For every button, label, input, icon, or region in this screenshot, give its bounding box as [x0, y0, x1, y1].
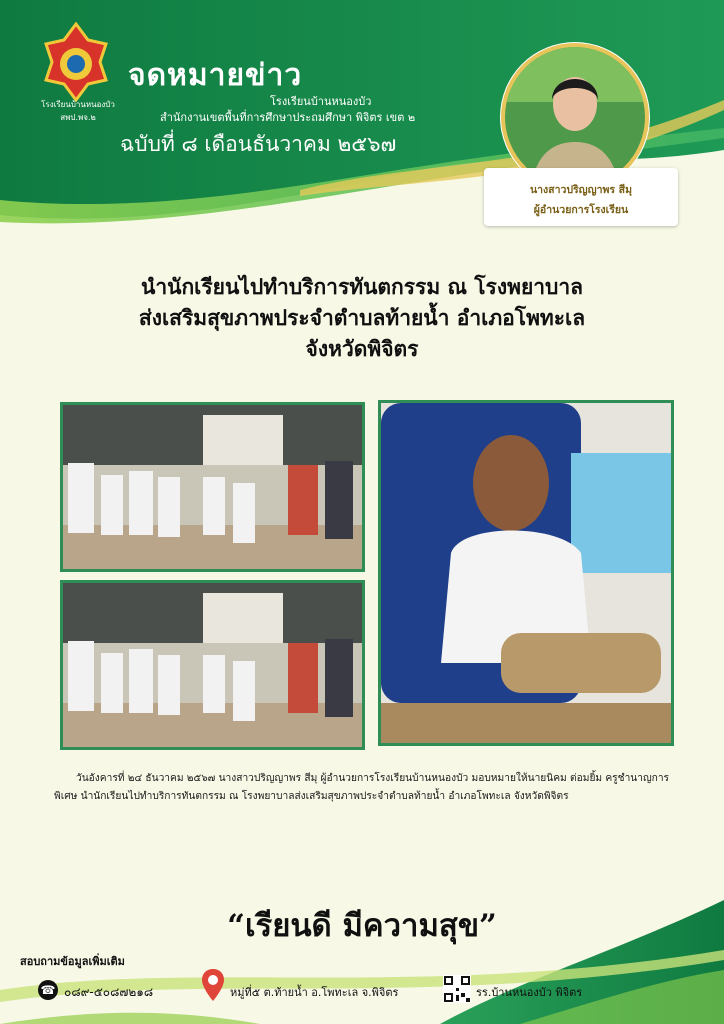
headline-line-2: ส่งเสริมสุขภาพประจำตำบลท้ายน้ำ อำเภอโพทะเล: [138, 306, 586, 330]
slogan: “เรียนดี มีความสุข”: [227, 908, 497, 944]
student-photo: [378, 400, 674, 746]
school-name: โรงเรียนบ้านหนองบัว: [270, 95, 372, 108]
group-photo-2: [60, 580, 365, 750]
issue-label: ฉบับที่ ๘ เดือนธันวาคม ๒๕๖๗: [120, 132, 397, 156]
facebook-page: รร.บ้านหนองบัว พิจิตร: [476, 986, 583, 999]
location-pin-icon: [200, 968, 226, 1002]
phone-number: ๐๘๙-๕๐๘๗๒๑๘: [64, 985, 154, 999]
education-office: สำนักงานเขตพื้นที่การศึกษาประถมศึกษา พิจิตร เขต ๒: [160, 111, 416, 124]
news-headline: [40, 272, 684, 365]
phone-icon: ☎: [38, 980, 58, 1000]
director-name-card: [484, 168, 678, 226]
school-logo-icon: [36, 22, 116, 102]
headline-line-1: นำนักเรียนไปทำบริการทันตกรรม ณ โรงพยาบาล: [140, 275, 584, 299]
group-photo-1: [60, 402, 365, 572]
director-name: นางสาวปริญญาพร สีมุ: [529, 184, 633, 196]
qr-code-icon: [443, 975, 471, 1003]
headline-line-3: จังหวัดพิจิตร: [305, 337, 419, 361]
news-body: วันอังคารที่ ๒๔ ธันวาคม ๒๕๖๗ นางสาวปริญญาพร สีมุ ผู้อำนวยการโรงเรียนบ้านหนองบัว มอบหมายให้นายนิคม ต่อมยิ้ม ครูชำนาญการพิเศษ นำนักเรียนไปทำบริการทันตกรรม ณ โรงพยาบาลส่งเสริมสุขภาพประจำตำบลท้ายน้ำ อำเภอโพทะเล จังหวัดพิจิตร: [54, 773, 670, 802]
newsletter-title: จดหมายข่าว: [128, 58, 303, 93]
logo-caption: โรงเรียนบ้านหนองบัว สพป.พจ.๒: [41, 100, 115, 122]
director-position: ผู้อำนวยการโรงเรียน: [533, 204, 629, 216]
inquiry-label: สอบถามข้อมูลเพิ่มเติม: [20, 955, 125, 968]
address: หมู่ที่๕ ต.ท้ายน้ำ อ.โพทะเล จ.พิจิตร: [230, 986, 399, 999]
